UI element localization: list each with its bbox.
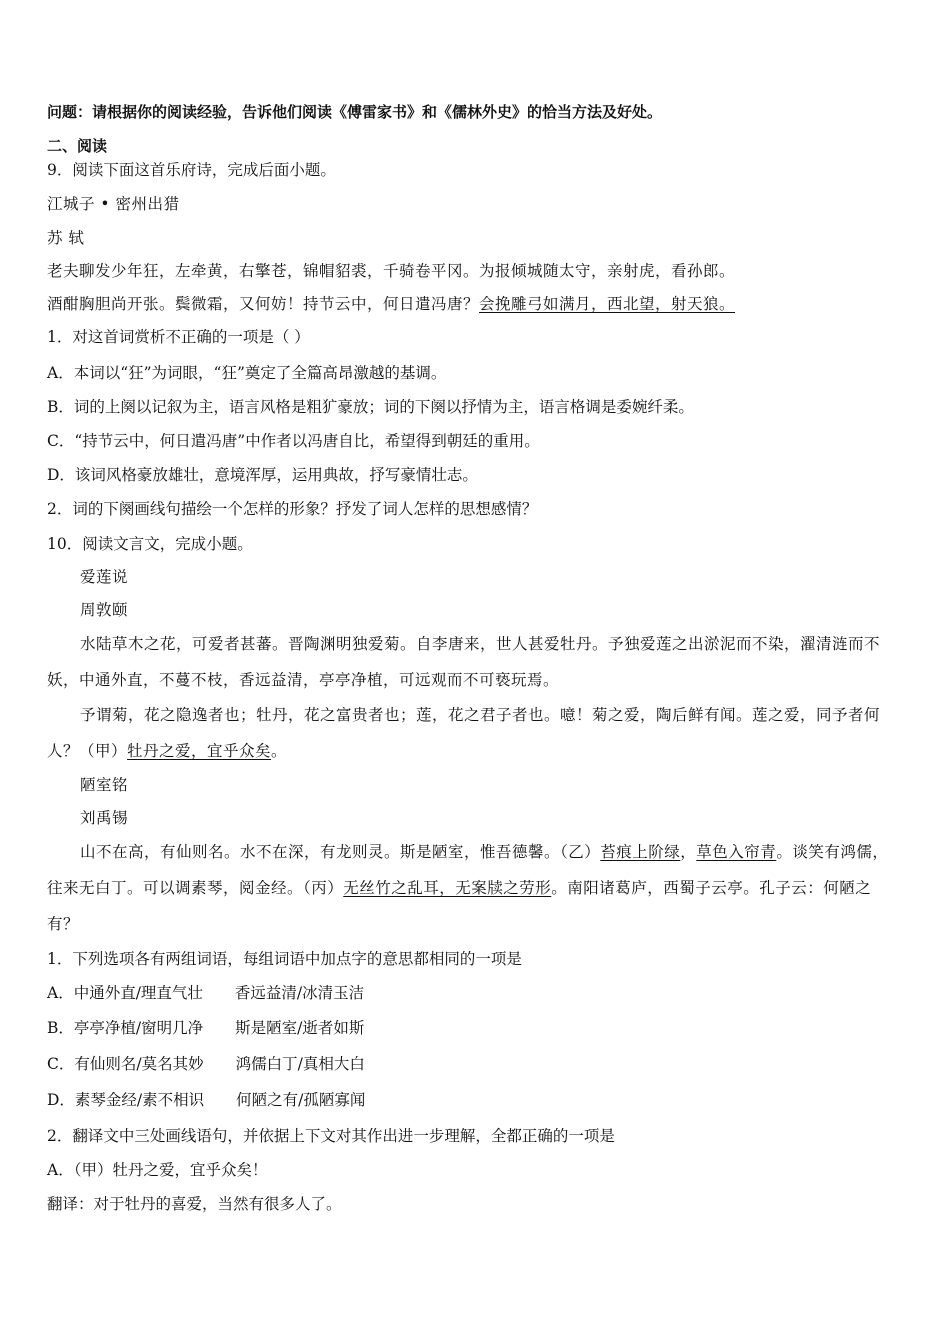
- q9-sub-question-1: 1．对这首词赏析不正确的一项是（ ）: [47, 328, 310, 346]
- underlined-sentence-jia: 牡丹之爱，宜乎众矣: [127, 742, 272, 760]
- q10-option-c: C．有仙则名/莫名其妙 鸿儒白丁/真相大白: [47, 1055, 365, 1073]
- text1-title: 爱莲说: [80, 568, 129, 586]
- underlined-phrase-yi-1: 苔痕上阶绿: [600, 843, 681, 861]
- text1-author: 周敦颐: [80, 601, 129, 619]
- text1-para1-line1: 水陆草木之花，可爱者甚蕃。晋陶渊明独爱菊。自李唐来，世人甚爱牡丹。予独爱莲之出淤泥而不染，濯清涟而不: [80, 635, 881, 653]
- q10-option-b: B．亭亭净植/窗明几净 斯是陋室/逝者如斯: [47, 1019, 365, 1037]
- q10-sub-question-2: 2．翻译文中三处画线语句，并依据上下文对其作出进一步理解，全都正确的一项是: [47, 1127, 615, 1145]
- q10-sub-question-1: 1．下列选项各有两组词语，每组词语中加点字的意思都相同的一项是: [47, 950, 522, 968]
- poem-line-1: 老夫聊发少年狂，左牵黄，右擎苍，锦帽貂裘，千骑卷平冈。为报倾城随太守，亲射虎，看孙郎。: [47, 262, 736, 280]
- q10-option-a: A．中通外直/理直气壮 香远益清/冰清玉洁: [47, 984, 365, 1002]
- poem-underlined-line: 会挽雕弓如满月，西北望，射天狼。: [479, 295, 736, 313]
- text2-para-line3: 有？: [47, 915, 80, 933]
- q9-option-b: B．词的上阕以记叙为主，语言风格是粗犷豪放；词的下阕以抒情为主，语言格调是委婉纤柔。: [47, 398, 694, 416]
- poem-line-2: 酒酣胸胆尚开张。鬓微霜，又何妨！持节云中，何日遣冯唐？会挽雕弓如满月，西北望，射天狼。: [47, 295, 736, 313]
- text2-para-line1: 山不在高，有仙则名。水不在深，有龙则灵。斯是陋室，惟吾德馨。（乙）苔痕上阶绿，草色入帘青。谈笑有鸿儒，: [80, 843, 889, 861]
- q9-option-a: A．本词以“狂”为词眼，“狂”奠定了全篇高昂激越的基调。: [47, 364, 447, 382]
- q10-option-d: D．素琴金经/素不相识 何陋之有/孤陋寡闻: [47, 1091, 366, 1109]
- q10-intro: 10．阅读文言文，完成小题。: [47, 535, 253, 553]
- q10-sub2-option-a: A．（甲）牡丹之爱，宜乎众矣！: [47, 1161, 268, 1179]
- q9-sub-question-2: 2．词的下阕画线句描绘一个怎样的形象？抒发了词人怎样的思想感情？: [47, 500, 538, 518]
- question-prompt: 问题：请根据你的阅读经验，告诉他们阅读《傅雷家书》和《儒林外史》的恰当方法及好处。: [47, 103, 663, 121]
- text2-author: 刘禹锡: [80, 809, 129, 827]
- q10-sub2-option-a-translation: 翻译：对于牡丹的喜爱，当然有很多人了。: [47, 1195, 342, 1213]
- text1-para1-line2: 妖，中通外直，不蔓不枝，香远益清，亭亭净植，可远观而不可亵玩焉。: [47, 671, 560, 689]
- text1-para2-line2: 人？（甲）牡丹之爱，宜乎众矣。: [47, 742, 288, 760]
- text1-para2-line1: 予谓菊，花之隐逸者也；牡丹，花之富贵者也；莲，花之君子者也。噫！菊之爱，陶后鲜有闻。莲之爱，同予者何: [80, 706, 881, 724]
- section-title: 二、阅读: [47, 137, 108, 155]
- text2-title: 陋室铭: [80, 776, 129, 794]
- q9-option-c: C．“持节云中，何日遣冯唐”中作者以冯唐自比，希望得到朝廷的重用。: [47, 432, 540, 450]
- q9-option-d: D．该词风格豪放雄壮，意境浑厚，运用典故，抒写豪情壮志。: [47, 466, 478, 484]
- q9-intro: 9．阅读下面这首乐府诗，完成后面小题。: [47, 161, 336, 179]
- poem-author: 苏 轼: [47, 229, 85, 247]
- poem-title: 江城子 • 密州出猎: [47, 195, 180, 213]
- underlined-sentence-bing: 无丝竹之乱耳，无案牍之劳形: [343, 879, 552, 897]
- text2-para-line2: 往来无白丁。可以调素琴，阅金经。（丙）无丝竹之乱耳，无案牍之劳形。南阳诸葛庐，西蜀子云亭。孔子云：何陋之: [47, 879, 872, 897]
- underlined-phrase-yi-2: 草色入帘青: [696, 843, 777, 861]
